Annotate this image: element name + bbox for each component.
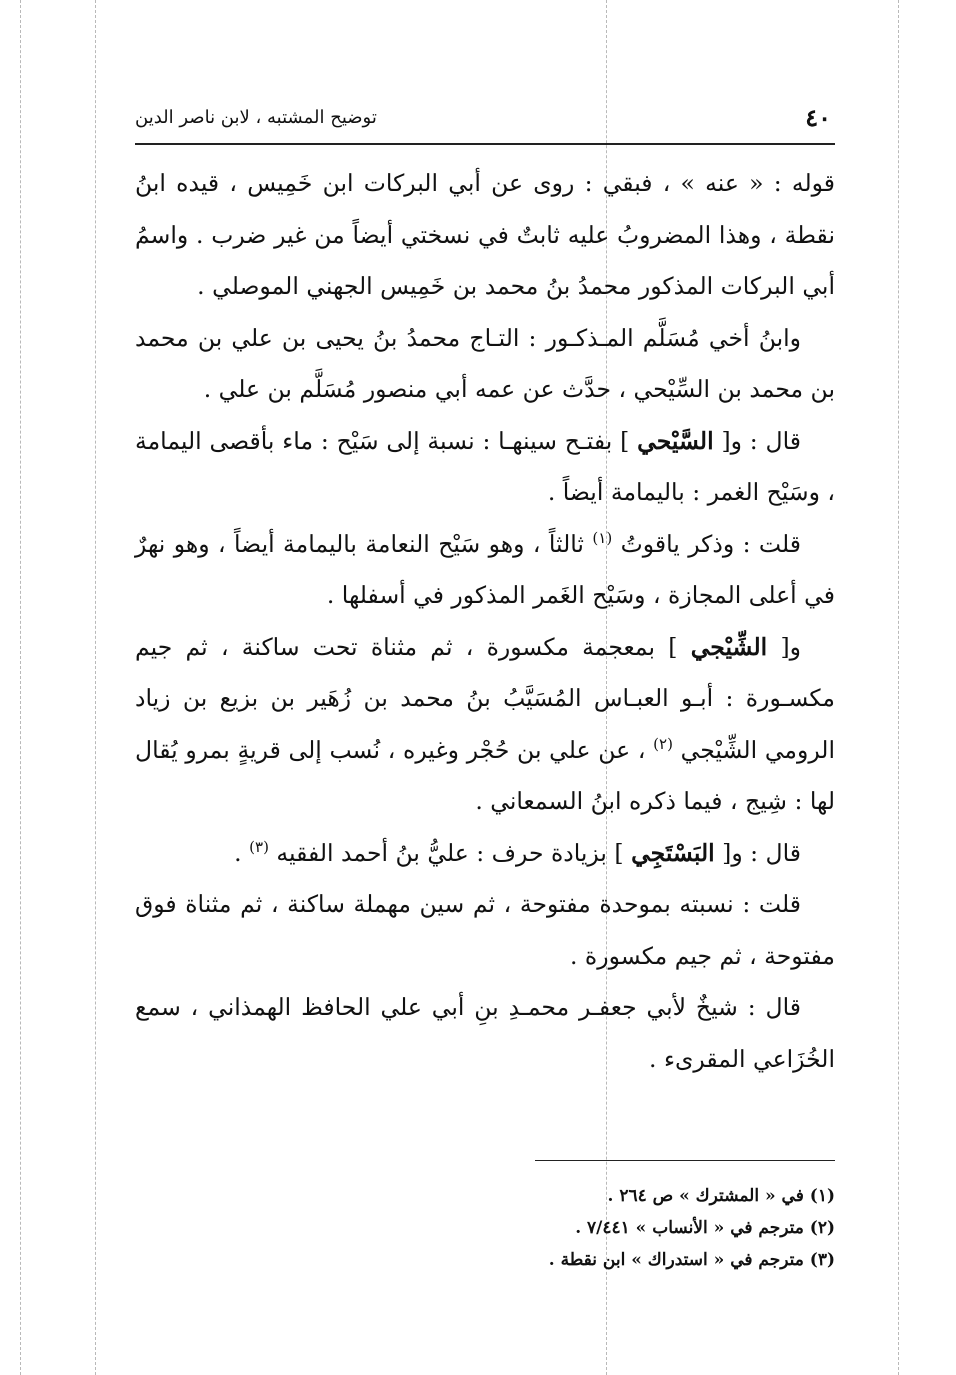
running-title: توضيح المشتبه ، لابن ناصر الدين <box>135 107 377 128</box>
paragraph-start: قال : و[ <box>721 426 801 455</box>
footnote: (٣) مترجم في « استدراك » ابن نقطة . <box>548 1250 835 1270</box>
paragraph: قلت : نسبته بموحدة مفتوحة ، ثم سين مهملة ساكنة ، ثم مثناة فوق مفتوحة ، ثم جيم مكسورة . <box>135 890 835 970</box>
footnote-ref: (١) <box>592 528 613 547</box>
paragraph-text: ] بمعجمة مكسورة ، ثم مثناة تحت ساكنة ، ثم جيم مكسـورة : أبـو العبـاس المُسَيَّبُ بنُ محمد بن زُهَير بن بزيع بن زياد الرومي الشِّيْجي <box>135 632 835 764</box>
paragraph-start: قال : و <box>731 838 801 867</box>
paragraph-end: . <box>234 838 242 867</box>
paragraph-text: ، عن علي بن حُجْر وغيره ، نُسب إلى قريةٍ بمرو يُقال لها : شِيج ، فيما ذكره ابنُ السمعاني . <box>135 735 835 815</box>
paragraph-start: قلت : وذكر ياقوتُ <box>620 529 801 558</box>
footnote-ref: (٣) <box>249 837 269 856</box>
footnote-ref: (٢) <box>653 734 673 753</box>
bracket: [ <box>780 632 790 661</box>
bracket: [ <box>722 838 732 867</box>
paragraph-start: و <box>789 632 801 661</box>
footnotes <box>135 1180 835 1276</box>
main-text <box>135 158 835 1085</box>
footnote: (٢) مترجم في « الأنساب » ٧/٤٤١ . <box>575 1218 835 1238</box>
page-number: ٤٠ <box>805 103 831 132</box>
header-rule <box>135 143 835 145</box>
paragraph-text: ] بفتـح سينهـا : نسبة إلى سَيْح : ماء بأقصى اليمامة ، وسَيْح الغمر : باليمامة أيضاً . <box>135 426 835 506</box>
entry-term: السَّيْحي <box>637 426 714 455</box>
paragraph <box>135 416 835 519</box>
paragraph-text: ثالثاً ، وهو سَيْح النعامة باليمامة أيضاً ، وهو نهرٌ في أعلى المجازة ، وسَيْح الغَمر المذكور في أسفلها . <box>135 529 835 609</box>
scan-artifact-line <box>20 0 21 1375</box>
footnote-rule <box>535 1160 835 1161</box>
scan-artifact-line <box>898 0 899 1375</box>
paragraph <box>135 828 835 880</box>
entry-term: البَسْتَجِي <box>631 838 715 867</box>
entry-term: الشِّيْجي <box>690 632 768 661</box>
paragraph <box>135 519 835 622</box>
scan-artifact-line <box>95 0 96 1375</box>
paragraph: قوله : « عنه » ، فبقي : روى عن أبي البركات ابن خَمِيس ، قيده ابنُ نقطة ، وهذا المضروبُ عليه ثابتٌ في نسختي أيضاً من غير ضرب . واسمُ أبي البركات المذكور محمدُ بنُ محمد بن خَمِيس الجهني الموصلي . <box>135 169 835 300</box>
page-header <box>135 100 835 136</box>
paragraph-text: ] بزيادة حرف : عليُّ بنُ أحمد الفقيه <box>276 838 624 867</box>
footnote: (١) في « المشترك » ص ٢٦٤ . <box>607 1186 835 1206</box>
paragraph <box>135 622 835 828</box>
paragraph: وابنُ أخي مُسَلَّم المـذكـور : التـاج محمدُ بنُ يحيى بن علي بن محمد بن محمد بن السِّيْحي ، حدَّث عن عمه أبي منصور مُسَلَّم بن علي . <box>135 323 835 403</box>
paragraph: قال : شيخٌ لأبي جعفـر محمـدِ بنِ أبي علي الحافظ الهمذاني ، سمع الخُزَاعي المقرىء . <box>135 993 835 1073</box>
